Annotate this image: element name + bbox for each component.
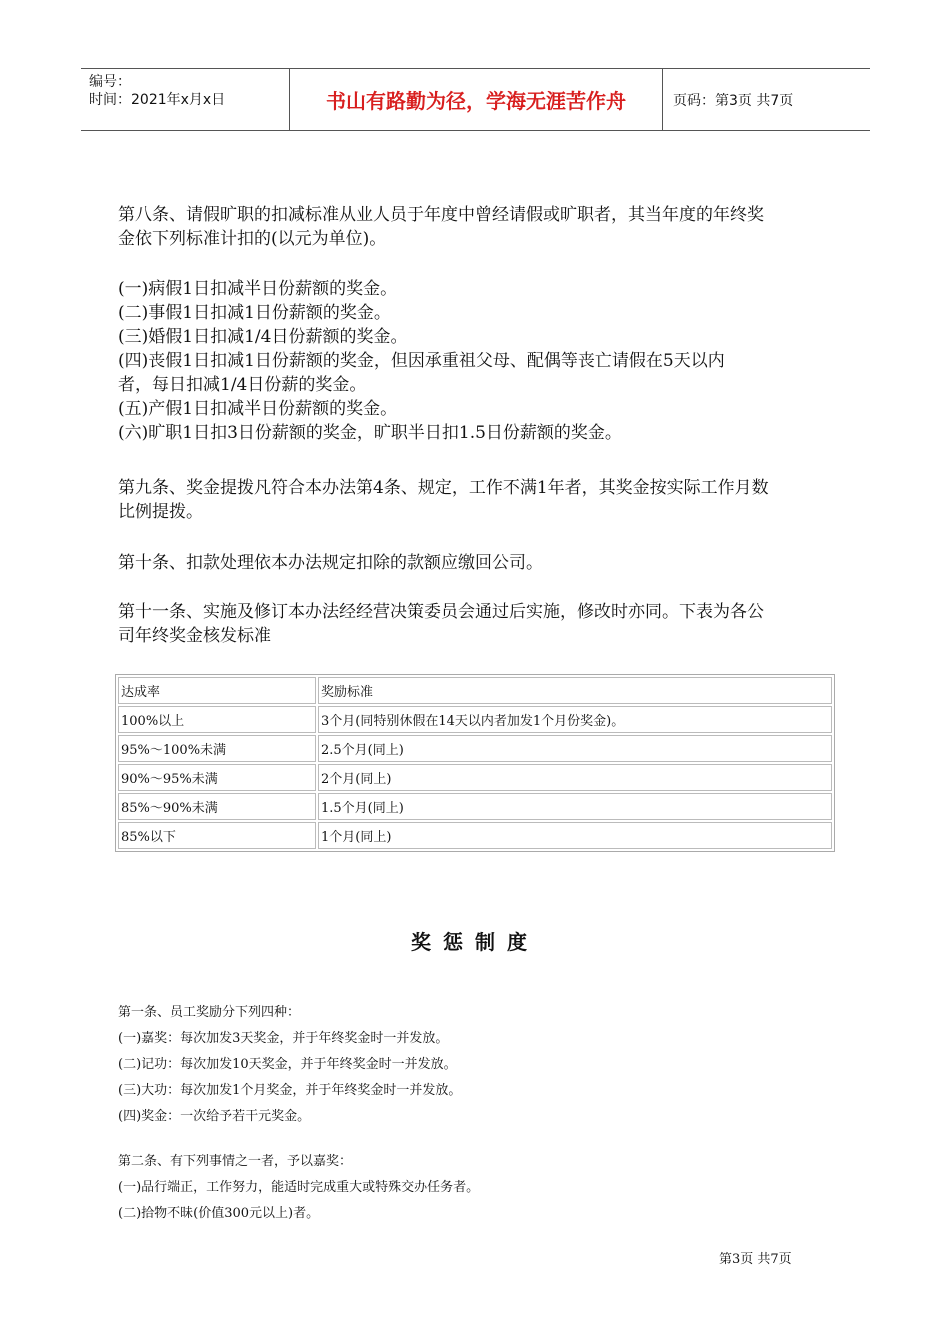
commendation-item: 第二条、有下列事情之一者，予以嘉奖： (118, 1154, 353, 1169)
deduction-item: (三)婚假1日扣减1/4日份薪额的奖金。 (118, 327, 408, 347)
table-cell: 85%～90%未满 (118, 793, 316, 820)
table-header-cell: 奖励标准 (318, 677, 832, 704)
serial-label: 编号： (89, 74, 131, 90)
article-10 (118, 551, 834, 575)
article-8 (118, 203, 834, 251)
header-page-label: 页码：第3页 共7页 (673, 92, 794, 109)
deduction-item: (一)病假1日扣减半日份薪额的奖金。 (118, 279, 398, 299)
table-row (118, 735, 832, 762)
deduction-item: (六)旷职1日扣3日份薪额的奖金，旷职半日扣1.5日份薪额的奖金。 (118, 423, 622, 443)
deduction-item: (四)丧假1日扣减1日份薪额的奖金，但因承重祖父母、配偶等丧亡请假在5天以内 (118, 351, 725, 371)
table-cell: 3个月(同特别休假在14天以内者加发1个月份奖金)。 (318, 706, 832, 733)
table-row (118, 706, 832, 733)
article-9-line-1: 第九条、奖金提拨凡符合本办法第4条、规定，工作不满1年者，其奖金按实际工作月数 (118, 478, 769, 498)
deduction-item: 者，每日扣减1/4日份薪的奖金。 (118, 375, 367, 395)
table-header-row (118, 677, 832, 704)
reward-item: 第一条、员工奖励分下列四种： (118, 1005, 301, 1020)
section-title: 奖惩制度 (411, 930, 539, 954)
article-10-line: 第十条、扣款处理依本办法规定扣除的款额应缴回公司。 (118, 553, 543, 573)
reward-item: (四)奖金：一次给予若干元奖金。 (118, 1109, 311, 1124)
deduction-item: (五)产假1日扣减半日份薪额的奖金。 (118, 399, 398, 419)
reward-item: (二)记功：每次加发10天奖金，并于年终奖金时一并发放。 (118, 1057, 457, 1072)
table-cell: 2.5个月(同上) (318, 735, 832, 762)
header-meta (81, 69, 290, 130)
table-cell: 85%以下 (118, 822, 316, 849)
commendation-rules (118, 1149, 834, 1227)
time-label: 时间：2021年x月x日 (89, 92, 226, 108)
commendation-item: (二)拾物不昧(价值300元以上)者。 (118, 1206, 320, 1221)
table-row (118, 764, 832, 791)
table-cell: 1个月(同上) (318, 822, 832, 849)
reward-item: (一)嘉奖：每次加发3天奖金，并于年终奖金时一并发放。 (118, 1031, 449, 1046)
table-cell: 1.5个月(同上) (318, 793, 832, 820)
table-cell: 90%～95%未满 (118, 764, 316, 791)
article-9-line-2: 比例提拨。 (118, 502, 203, 522)
table-row (118, 822, 832, 849)
table-cell: 2个月(同上) (318, 764, 832, 791)
reward-types (118, 1000, 834, 1130)
article-11 (118, 600, 834, 648)
reward-item: (三)大功：每次加发1个月奖金，并于年终奖金时一并发放。 (118, 1083, 462, 1098)
table-header-cell: 达成率 (118, 677, 316, 704)
page-header (81, 68, 870, 131)
page-footer: 第3页 共7页 (719, 1252, 792, 1267)
table-cell: 100%以上 (118, 706, 316, 733)
bonus-standard-table (115, 674, 835, 852)
deduction-list (118, 277, 834, 445)
article-8-line-1: 第八条、请假旷职的扣减标准从业人员于年度中曾经请假或旷职者，其当年度的年终奖 (118, 205, 764, 225)
article-11-line-1: 第十一条、实施及修订本办法经经营决策委员会通过后实施，修改时亦同。下表为各公 (118, 602, 764, 622)
article-8-line-2: 金依下列标准计扣的(以元为单位)。 (118, 229, 387, 249)
article-11-line-2: 司年终奖金核发标准 (118, 626, 271, 646)
header-motto: 书山有路勤为径，学海无涯苦作舟 (290, 69, 663, 130)
commendation-item: (一)品行端正，工作努力，能适时完成重大或特殊交办任务者。 (118, 1180, 480, 1195)
deduction-item: (二)事假1日扣减1日份薪额的奖金。 (118, 303, 391, 323)
article-9 (118, 476, 834, 524)
table-row (118, 793, 832, 820)
table-cell: 95%～100%未满 (118, 735, 316, 762)
